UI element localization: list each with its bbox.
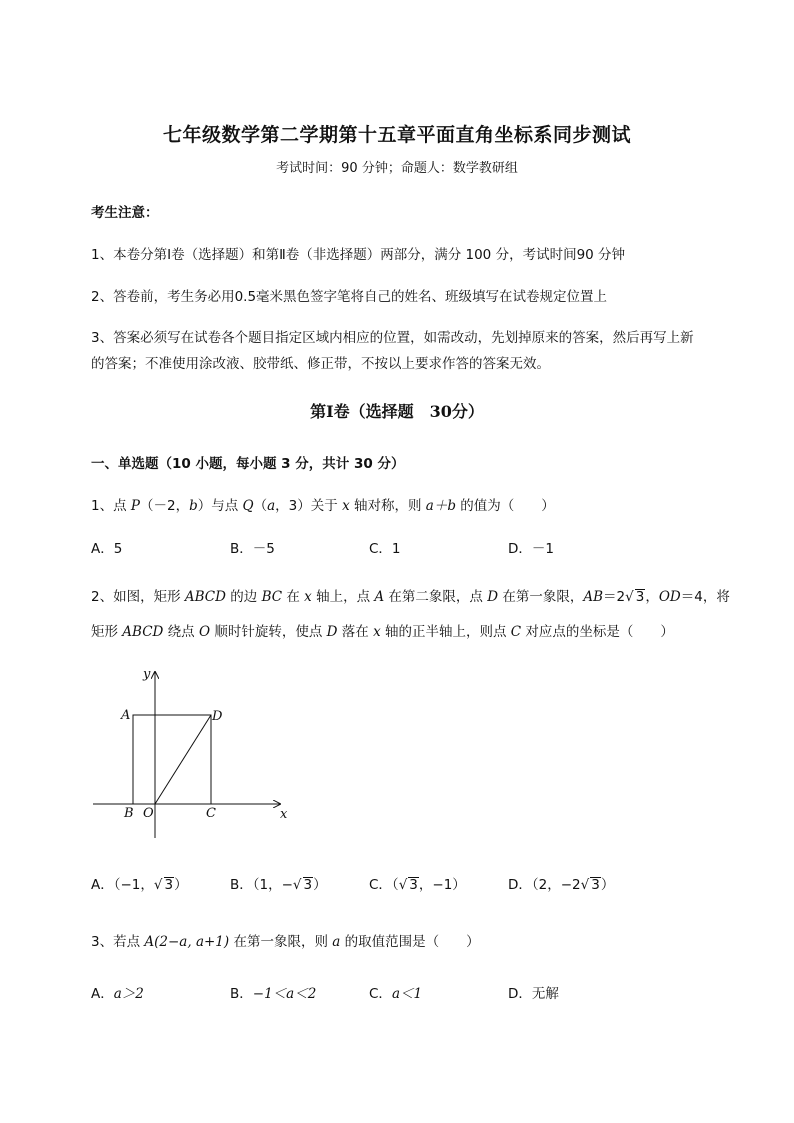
label-d: D [212, 709, 223, 724]
label-a: A [121, 708, 131, 723]
notice-heading: 考生注意： [91, 205, 159, 221]
label-x: x [280, 807, 288, 822]
label-o: O [143, 806, 154, 821]
label-y: y [143, 667, 151, 682]
section-title: 第Ⅰ卷（选择题 30分） [310, 402, 484, 421]
q3-option-c[interactable]: C．a＜1 [369, 986, 423, 1002]
part-one-heading: 一、单选题（10 小题，每小题 3 分，共计 30 分） [91, 456, 405, 472]
q2-option-d[interactable]: D．（2，−2√ 3） [508, 877, 615, 893]
q1-option-c[interactable]: C．1 [369, 541, 401, 557]
question-2-figure [90, 660, 300, 840]
label-b: B [124, 806, 134, 821]
q1-option-a[interactable]: A．5 [91, 541, 123, 557]
notice-item-1: 1、本卷分第Ⅰ卷（选择题）和第Ⅱ卷（非选择题）两部分，满分 100 分，考试时间90 分钟 [91, 247, 626, 263]
notice-item-2: 2、答卷前，考生务必用0.5毫米黑色签字笔将自己的姓名、班级填写在试卷规定位置上 [91, 289, 608, 305]
exam-title: 七年级数学第二学期第十五章平面直角坐标系同步测试 [162, 124, 631, 146]
exam-subtitle: 考试时间：90 分钟；命题人：数学教研组 [276, 161, 518, 176]
segment-od [155, 715, 211, 804]
question-2-stem-line-1: 2、如图，矩形 ABCD 的边 BC 在 x 轴上，点 A 在第二象限，点 D 在第一象限，AB＝2√ 3，OD＝4，将 [91, 589, 730, 605]
rectangle-abcd [133, 715, 211, 804]
q3-option-b[interactable]: B．−1＜a＜2 [230, 986, 317, 1002]
question-2-stem-line-2: 矩形 ABCD 绕点 O 顺时针旋转，使点 D 落在 x 轴的正半轴上，则点 C 对应点的坐标是（ ） [91, 624, 674, 640]
q3-option-d[interactable]: D．无解 [508, 986, 559, 1002]
q3-option-a[interactable]: A．a＞2 [91, 986, 144, 1002]
label-c: C [206, 806, 216, 821]
question-3-stem: 3、若点 A(2−a, a+1) 在第一象限，则 a 的取值范围是（ ） [91, 934, 480, 950]
q1-option-d[interactable]: D．－1 [508, 541, 554, 557]
q2-option-b[interactable]: B．（1，−√ 3） [230, 877, 327, 893]
question-1-stem: 1、点 P（－2，b）与点 Q（a，3）关于 x 轴对称，则 a＋b 的值为（ ） [91, 498, 555, 514]
q1-option-b[interactable]: B．－5 [230, 541, 275, 557]
q2-option-c[interactable]: C．（√ 3，−1） [369, 877, 466, 893]
notice-item-3: 3、答案必须写在试卷各个题目指定区域内相应的位置，如需改动，先划掉原来的答案，然后再写上新 [91, 330, 694, 346]
notice-item-3-continued: 的答案；不准使用涂改液、胶带纸、修正带，不按以上要求作答的答案无效。 [91, 356, 550, 372]
q2-option-a[interactable]: A．（−1，√ 3） [91, 877, 188, 893]
